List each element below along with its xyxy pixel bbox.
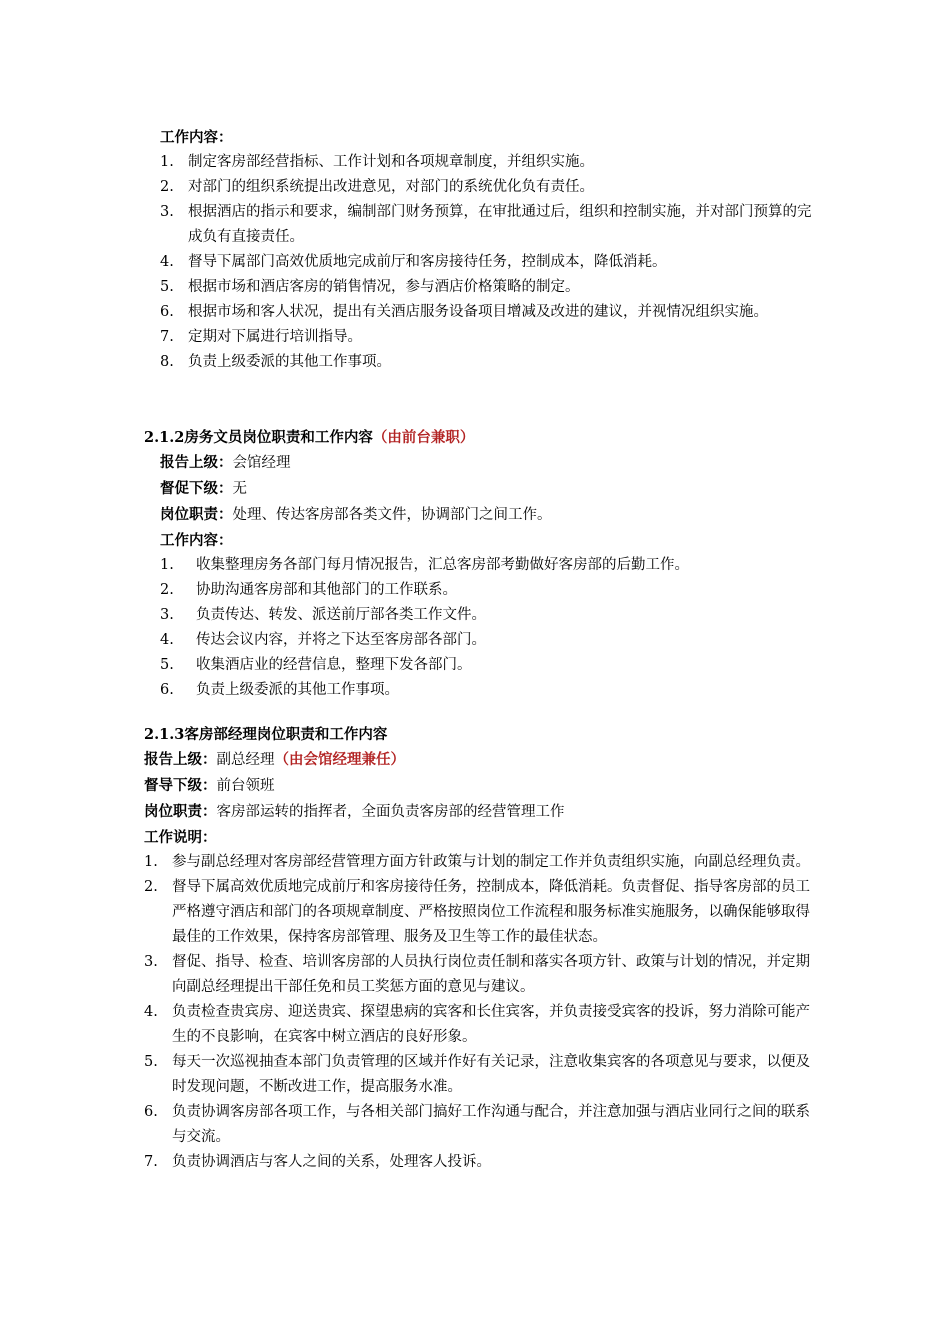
list-item: [160, 300, 820, 325]
item-text: 收集酒店业的经营信息，整理下发各部门。: [196, 657, 472, 673]
list-item: [160, 325, 820, 350]
report-label: 报告上级：: [144, 751, 217, 768]
list-item: [144, 1150, 814, 1175]
item-text: 负责协调酒店与客人之间的关系，处理客人投诉。: [172, 1154, 491, 1170]
item-text: 根据市场和客人状况，提出有关酒店服务设备项目增减及改进的建议，并视情况组织实施。: [188, 304, 768, 320]
list-item: [160, 200, 820, 250]
list-item: [144, 553, 820, 578]
list-item: [144, 628, 820, 653]
item-text: 负责上级委派的其他工作事项。: [196, 682, 399, 698]
section-title: 2.1.3客房部经理岗位职责和工作内容: [144, 726, 388, 743]
report-value: 会馆经理: [232, 455, 291, 471]
item-text: 根据市场和酒店客房的销售情况，参与酒店价格策略的制定。: [188, 279, 580, 295]
list-item: [160, 250, 820, 275]
list-item: [160, 350, 820, 375]
report-line: [144, 747, 814, 773]
item-text: 参与副总经理对客房部经营管理方面方针政策与计划的制定工作并负责组织实施，向副总经理负责。: [172, 854, 810, 870]
item-number: 1.: [160, 557, 174, 573]
duty-label: 岗位职责：: [144, 803, 217, 820]
item-number: 2.: [160, 582, 174, 598]
item-number: 4.: [144, 1004, 158, 1020]
duty-line: [144, 502, 820, 528]
section-title: [144, 425, 820, 450]
item-text: 根据酒店的指示和要求，编制部门财务预算，在审批通过后，组织和控制实施，并对部门预算的完成负有直接责任。: [188, 204, 812, 245]
item-number: 5.: [160, 279, 174, 295]
duty-line: [144, 799, 814, 825]
item-number: 3.: [160, 204, 174, 220]
list-item: [144, 850, 814, 875]
list-item: [144, 603, 820, 628]
content-label: 工作内容：: [160, 532, 233, 549]
item-text: 制定客房部经营指标、工作计划和各项规章制度，并组织实施。: [188, 154, 594, 170]
item-number: 6.: [144, 1104, 158, 1120]
item-number: 1.: [160, 154, 174, 170]
section-room-manager: [144, 722, 814, 1175]
report-label: 报告上级：: [160, 454, 233, 471]
report-line: [144, 450, 820, 476]
item-text: 定期对下属进行培训指导。: [188, 329, 362, 345]
item-text: 负责检查贵宾房、迎送贵宾、探望患病的宾客和长住宾客，并负责接受宾客的投诉，努力消除可能产生的不良影响，在宾客中树立酒店的良好形象。: [172, 1004, 810, 1045]
list-item: [160, 150, 820, 175]
list-item: [144, 1100, 814, 1150]
item-text: 对部门的组织系统提出改进意见，对部门的系统优化负有责任。: [188, 179, 594, 195]
desc-label: 工作说明：: [144, 829, 217, 846]
item-number: 8.: [160, 354, 174, 370]
item-number: 7.: [144, 1154, 158, 1170]
list-item: [144, 678, 820, 703]
item-number: 3.: [160, 607, 174, 623]
item-text: 督导下属高效优质地完成前厅和客房接待任务，控制成本，降低消耗。负责督促、指导客房部的员工严格遵守酒店和部门的各项规章制度、严格按照岗位工作流程和服务标准实施服务，以确保能够取得最佳的工作效果，保持客房部管理、服务及卫生等工作的最佳状态。: [172, 879, 810, 945]
item-number: 5.: [144, 1054, 158, 1070]
list-item: [144, 1050, 814, 1100]
item-number: 3.: [144, 954, 158, 970]
item-text: 负责上级委派的其他工作事项。: [188, 354, 391, 370]
item-number: 6.: [160, 682, 174, 698]
supervise-label: 督导下级：: [144, 777, 217, 794]
supervise-value: 无: [232, 481, 247, 497]
supervise-line: [144, 773, 814, 799]
item-text: 收集整理房务各部门每月情况报告，汇总客房部考勤做好客房部的后勤工作。: [196, 557, 689, 573]
item-number: 1.: [144, 854, 158, 870]
section-work-content-1: [160, 125, 820, 375]
item-number: 7.: [160, 329, 174, 345]
supervise-value: 前台领班: [216, 778, 275, 794]
list-item: [144, 1000, 814, 1050]
supervise-line: [144, 476, 820, 502]
item-text: 每天一次巡视抽查本部门负责管理的区域并作好有关记录，注意收集宾客的各项意见与要求，以便及时发现问题，不断改进工作，提高服务水准。: [172, 1054, 810, 1095]
item-text: 负责传达、转发、派送前厅部各类工作文件。: [196, 607, 486, 623]
duty-value: 客房部运转的指挥者，全面负责客房部的经营管理工作: [216, 804, 565, 820]
report-note: （由会馆经理兼任）: [274, 751, 405, 768]
list-item: [160, 175, 820, 200]
item-number: 6.: [160, 304, 174, 320]
supervise-label: 督促下级：: [160, 480, 233, 497]
item-text: 传达会议内容，并将之下达至客房部各部门。: [196, 632, 486, 648]
item-number: 5.: [160, 657, 174, 673]
duty-value: 处理、传达客房部各类文件，协调部门之间工作。: [232, 507, 552, 523]
list-item: [160, 275, 820, 300]
list-item: [144, 653, 820, 678]
item-number: 2.: [160, 179, 174, 195]
item-number: 4.: [160, 254, 174, 270]
section-room-clerk: [144, 425, 820, 703]
list-item: [144, 950, 814, 1000]
section-title-text: 2.1.2房务文员岗位职责和工作内容: [144, 429, 373, 446]
item-number: 4.: [160, 632, 174, 648]
item-text: 督促、指导、检查、培训客房部的人员执行岗位责任制和落实各项方针、政策与计划的情况，并定期向副总经理提出干部任免和员工奖惩方面的意见与建议。: [172, 954, 810, 995]
section-heading: 工作内容：: [160, 129, 233, 146]
item-text: 负责协调客房部各项工作，与各相关部门搞好工作沟通与配合，并注意加强与酒店业同行之间的联系与交流。: [172, 1104, 810, 1145]
list-item: [144, 875, 814, 950]
item-number: 2.: [144, 879, 158, 895]
list-item: [144, 578, 820, 603]
section-title-note: （由前台兼职）: [372, 429, 475, 446]
duty-label: 岗位职责：: [160, 506, 233, 523]
item-text: 督导下属部门高效优质地完成前厅和客房接待任务，控制成本，降低消耗。: [188, 254, 667, 270]
item-text: 协助沟通客房部和其他部门的工作联系。: [196, 582, 457, 598]
report-value: 副总经理: [216, 752, 275, 768]
